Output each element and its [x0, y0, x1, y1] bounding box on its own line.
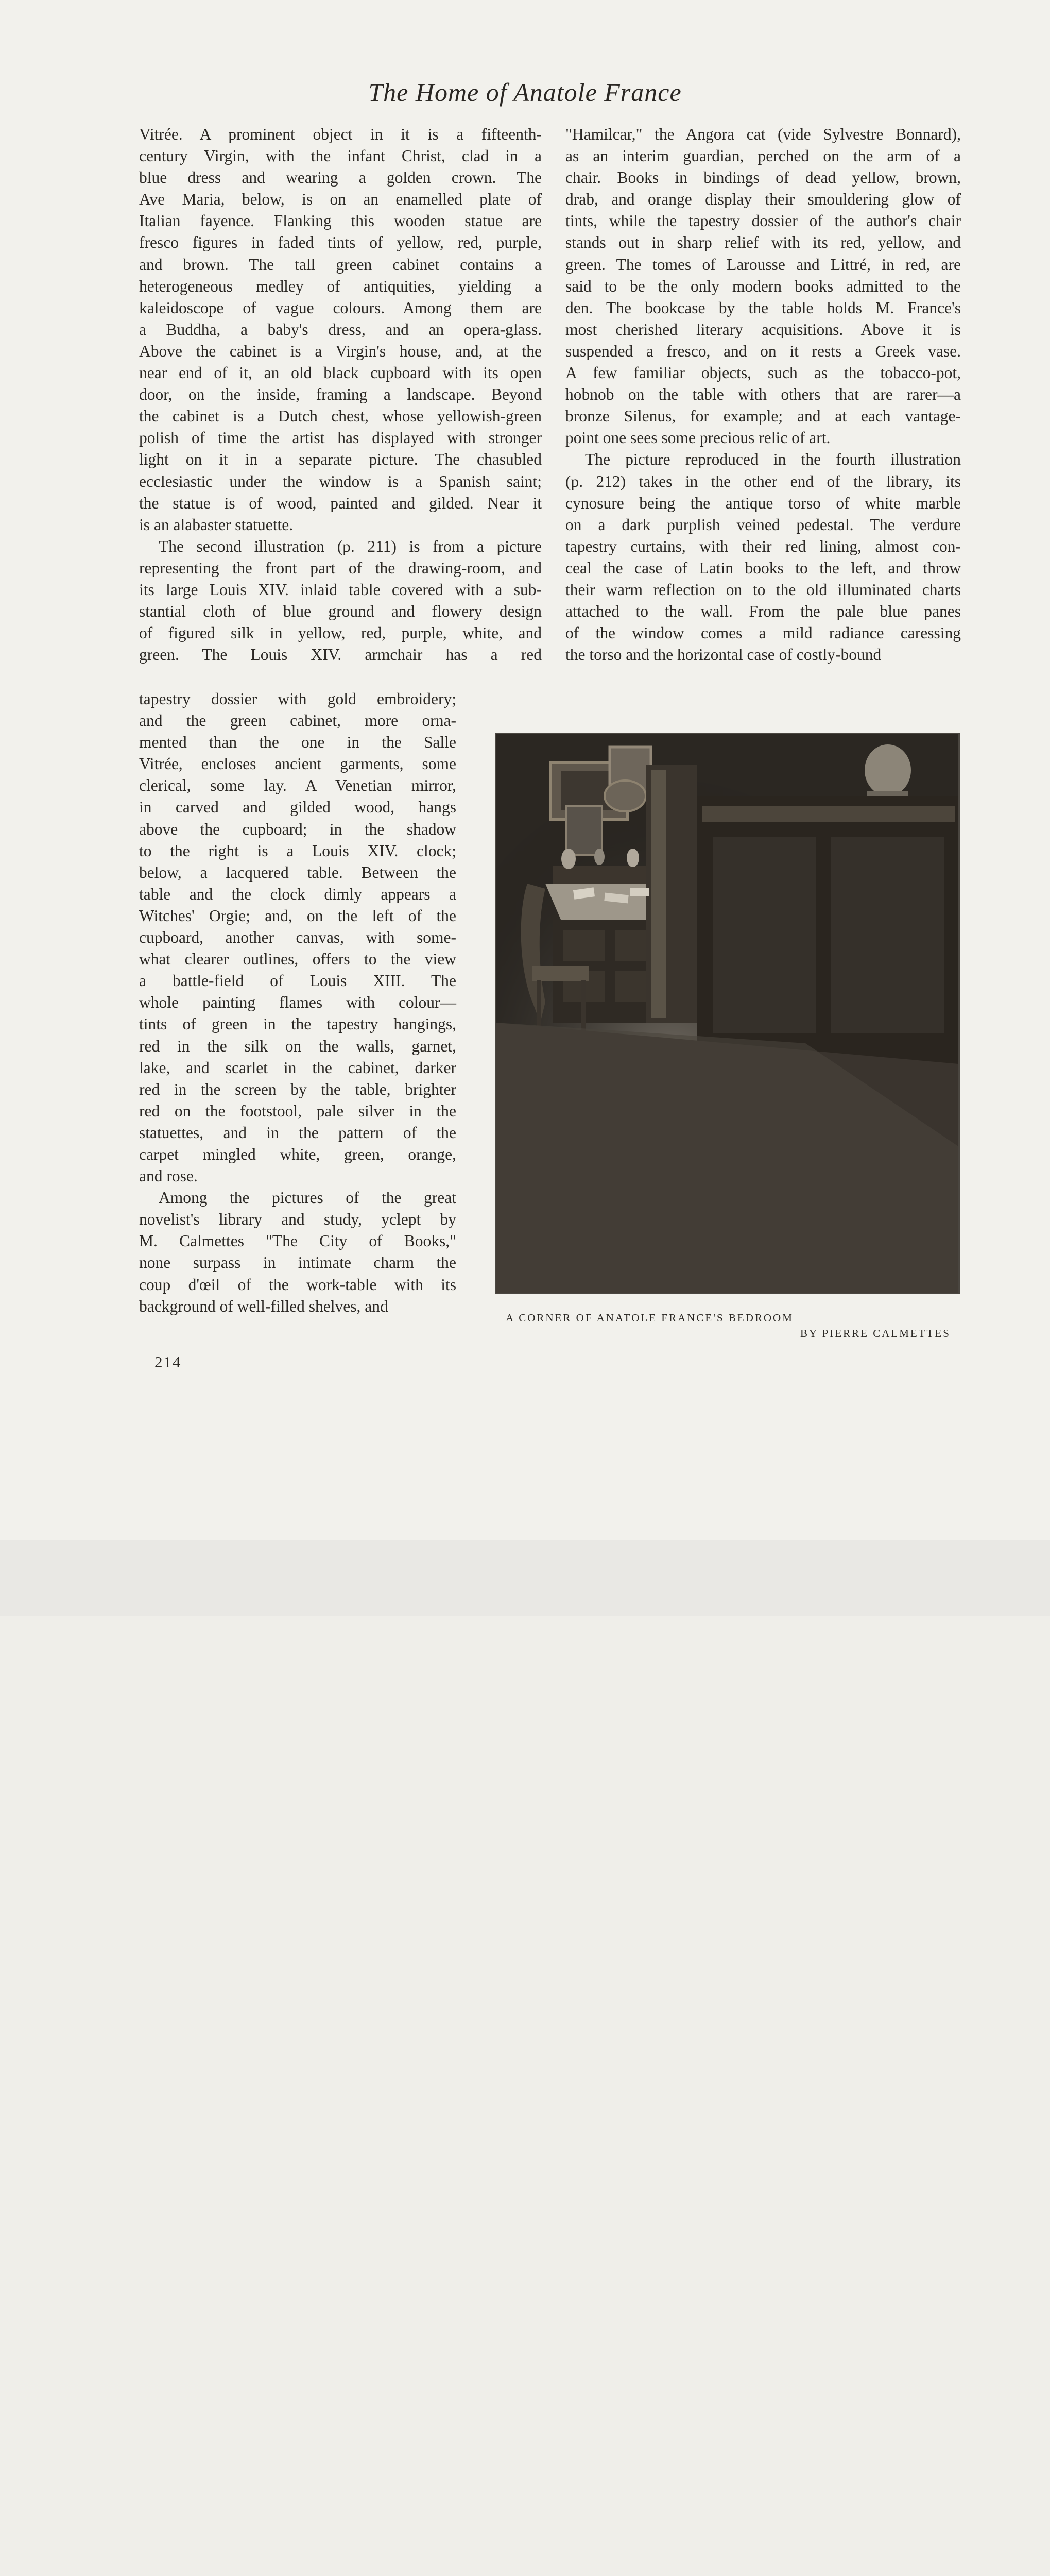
text-line: stantial cloth of blue ground and flowery design: [139, 602, 542, 621]
text-line: chair. Books in bindings of dead yellow, brown,: [565, 168, 961, 187]
text-line: of the window comes a mild radiance caressing: [565, 624, 961, 642]
text-line: the statue is of wood, painted and gilded. Near it: [139, 494, 542, 512]
text-line: is an alabaster statuette.: [139, 515, 294, 534]
text-line: table and the clock dimly appears a: [139, 885, 456, 903]
text-line: light on it in a separate picture. The chasubled: [139, 450, 542, 469]
text-line: century Virgin, with the infant Christ, clad in a: [139, 147, 542, 165]
left-text-column: [139, 124, 542, 666]
text-line: coup d'œil of the work-table with its: [139, 1275, 456, 1294]
text-line: Among the pictures of the great: [159, 1189, 456, 1207]
text-line: red in the silk on the walls, garnet,: [139, 1037, 456, 1055]
text-line: representing the front part of the drawing-room, and: [139, 558, 542, 577]
text-line: den. The bookcase by the table holds M. France's: [565, 298, 961, 317]
figure-caption-credit: BY PIERRE CALMETTES: [800, 1327, 951, 1340]
text-line: green. The tomes of Larousse and Littré, in red, are: [565, 255, 961, 274]
text-line: suspended a fresco, and on it rests a Greek vase.: [565, 342, 961, 360]
text-line: the torso and the horizontal case of costly-bound: [565, 646, 882, 664]
text-line: "Hamilcar," the Angora cat (vide Sylvestre Bonnard),: [565, 125, 961, 143]
text-line: novelist's library and study, yclept by: [139, 1210, 456, 1229]
text-line: fresco figures in faded tints of yellow, red, purple,: [139, 233, 542, 252]
text-line: on a dark purplish veined pedestal. The verdure: [565, 515, 961, 534]
text-line: tapestry dossier with gold embroidery;: [139, 690, 456, 708]
text-line: cynosure being the antique torso of white marble: [565, 494, 961, 512]
text-line: tints, while the tapestry dossier of the author's chair: [565, 212, 961, 230]
text-line: lake, and scarlet in the cabinet, darker: [139, 1058, 456, 1077]
text-line: point one sees some precious relic of art.: [565, 429, 831, 447]
text-line: carpet mingled white, green, orange,: [139, 1145, 456, 1163]
narrow-text-column: [139, 688, 456, 1317]
text-line: ceal the case of Latin books to the left, and throw: [565, 558, 961, 577]
bedroom-painting-image: [496, 734, 958, 1293]
text-line: The second illustration (p. 211) is from a picture: [159, 537, 542, 555]
text-line: their warm reflection on to the old illuminated charts: [565, 580, 961, 599]
text-line: and brown. The tall green cabinet contains a: [139, 255, 542, 274]
text-line: whole painting flames with colour—: [139, 993, 456, 1012]
text-line: a battle-field of Louis XIII. The: [139, 972, 456, 990]
text-line: as an interim guardian, perched on the arm of a: [565, 147, 961, 165]
text-line: its large Louis XIV. inlaid table covered with a sub-: [139, 580, 542, 599]
text-line: stands out in sharp relief with its red, yellow, and: [565, 233, 961, 252]
text-line: in carved and gilded wood, hangs: [139, 798, 456, 817]
text-line: tapestry curtains, with their red lining, almost con-: [565, 537, 961, 555]
text-line: the cabinet is a Dutch chest, whose yellowish-green: [139, 407, 542, 426]
digitization-footer: [0, 1540, 1050, 1616]
text-line: below, a lacquered table. Between the: [139, 863, 456, 882]
text-line: red on the footstool, pale silver in the: [139, 1101, 456, 1120]
text-line: hobnob on the table with others that are rarer—a: [565, 385, 961, 404]
text-line: red in the screen by the table, brighter: [139, 1080, 456, 1098]
text-line: background of well-filled shelves, and: [139, 1297, 388, 1315]
text-line: (p. 212) takes in the other end of the library, its: [565, 472, 961, 490]
text-line: kaleidoscope of vague colours. Among them are: [139, 298, 542, 317]
text-line: door, on the inside, framing a landscape. Beyond: [139, 385, 542, 404]
text-line: M. Calmettes "The City of Books,": [139, 1232, 456, 1250]
text-line: and rose.: [139, 1167, 198, 1185]
text-line: and the green cabinet, more orna-: [139, 711, 456, 730]
text-line: none surpass in intimate charm the: [139, 1253, 456, 1272]
figure-caption-title: A CORNER OF ANATOLE FRANCE'S BEDROOM: [506, 1312, 794, 1324]
page-number: 214: [154, 1353, 182, 1371]
bedroom-illustration: [495, 733, 960, 1294]
text-line: drab, and orange display their smouldering glow of: [565, 190, 961, 209]
text-line: The picture reproduced in the fourth illustration: [585, 450, 961, 469]
text-line: Italian fayence. Flanking this wooden statue are: [139, 212, 542, 230]
text-line: Vitrée. A prominent object in it is a fifteenth-: [139, 125, 542, 143]
text-line: tints of green in the tapestry hangings,: [139, 1015, 456, 1033]
text-line: most cherished literary acquisitions. Above it is: [565, 320, 961, 338]
text-line: Witches' Orgie; and, on the left of the: [139, 906, 456, 925]
right-text-column: [565, 124, 961, 666]
text-line: statuettes, and in the pattern of the: [139, 1123, 456, 1142]
text-line: blue dress and wearing a golden crown. The: [139, 168, 542, 187]
text-line: Vitrée, encloses ancient garments, some: [139, 755, 456, 773]
text-line: near end of it, an old black cupboard with its open: [139, 364, 542, 382]
text-line: above the cupboard; in the shadow: [139, 820, 456, 838]
text-line: Above the cabinet is a Virgin's house, and, at the: [139, 342, 542, 360]
text-line: mented than the one in the Salle: [139, 733, 456, 752]
text-line: what clearer outlines, offers to the view: [139, 950, 456, 969]
text-line: A few familiar objects, such as the tobacco-pot,: [565, 364, 961, 382]
text-line: ecclesiastic under the window is a Spanish saint;: [139, 472, 542, 490]
text-line: green. The Louis XIV. armchair has a red: [139, 646, 542, 664]
text-line: clerical, some lay. A Venetian mirror,: [139, 776, 456, 795]
text-line: a Buddha, a baby's dress, and an opera-glass.: [139, 320, 542, 338]
text-line: polish of time the artist has displayed with stronger: [139, 429, 542, 447]
running-header: The Home of Anatole France: [368, 78, 682, 107]
text-line: of figured silk in yellow, red, purple, white, and: [139, 624, 542, 642]
text-line: Ave Maria, below, is on an enamelled plate of: [139, 190, 542, 209]
text-line: said to be the only modern books admitted to the: [565, 277, 961, 295]
text-line: bronze Silenus, for example; and at each vantage-: [565, 407, 961, 426]
text-line: to the right is a Louis XIV. clock;: [139, 841, 456, 860]
text-line: cupboard, another canvas, with some-: [139, 928, 456, 947]
text-line: heterogeneous medley of antiquities, yielding a: [139, 277, 542, 295]
text-line: attached to the wall. From the pale blue panes: [565, 602, 961, 621]
